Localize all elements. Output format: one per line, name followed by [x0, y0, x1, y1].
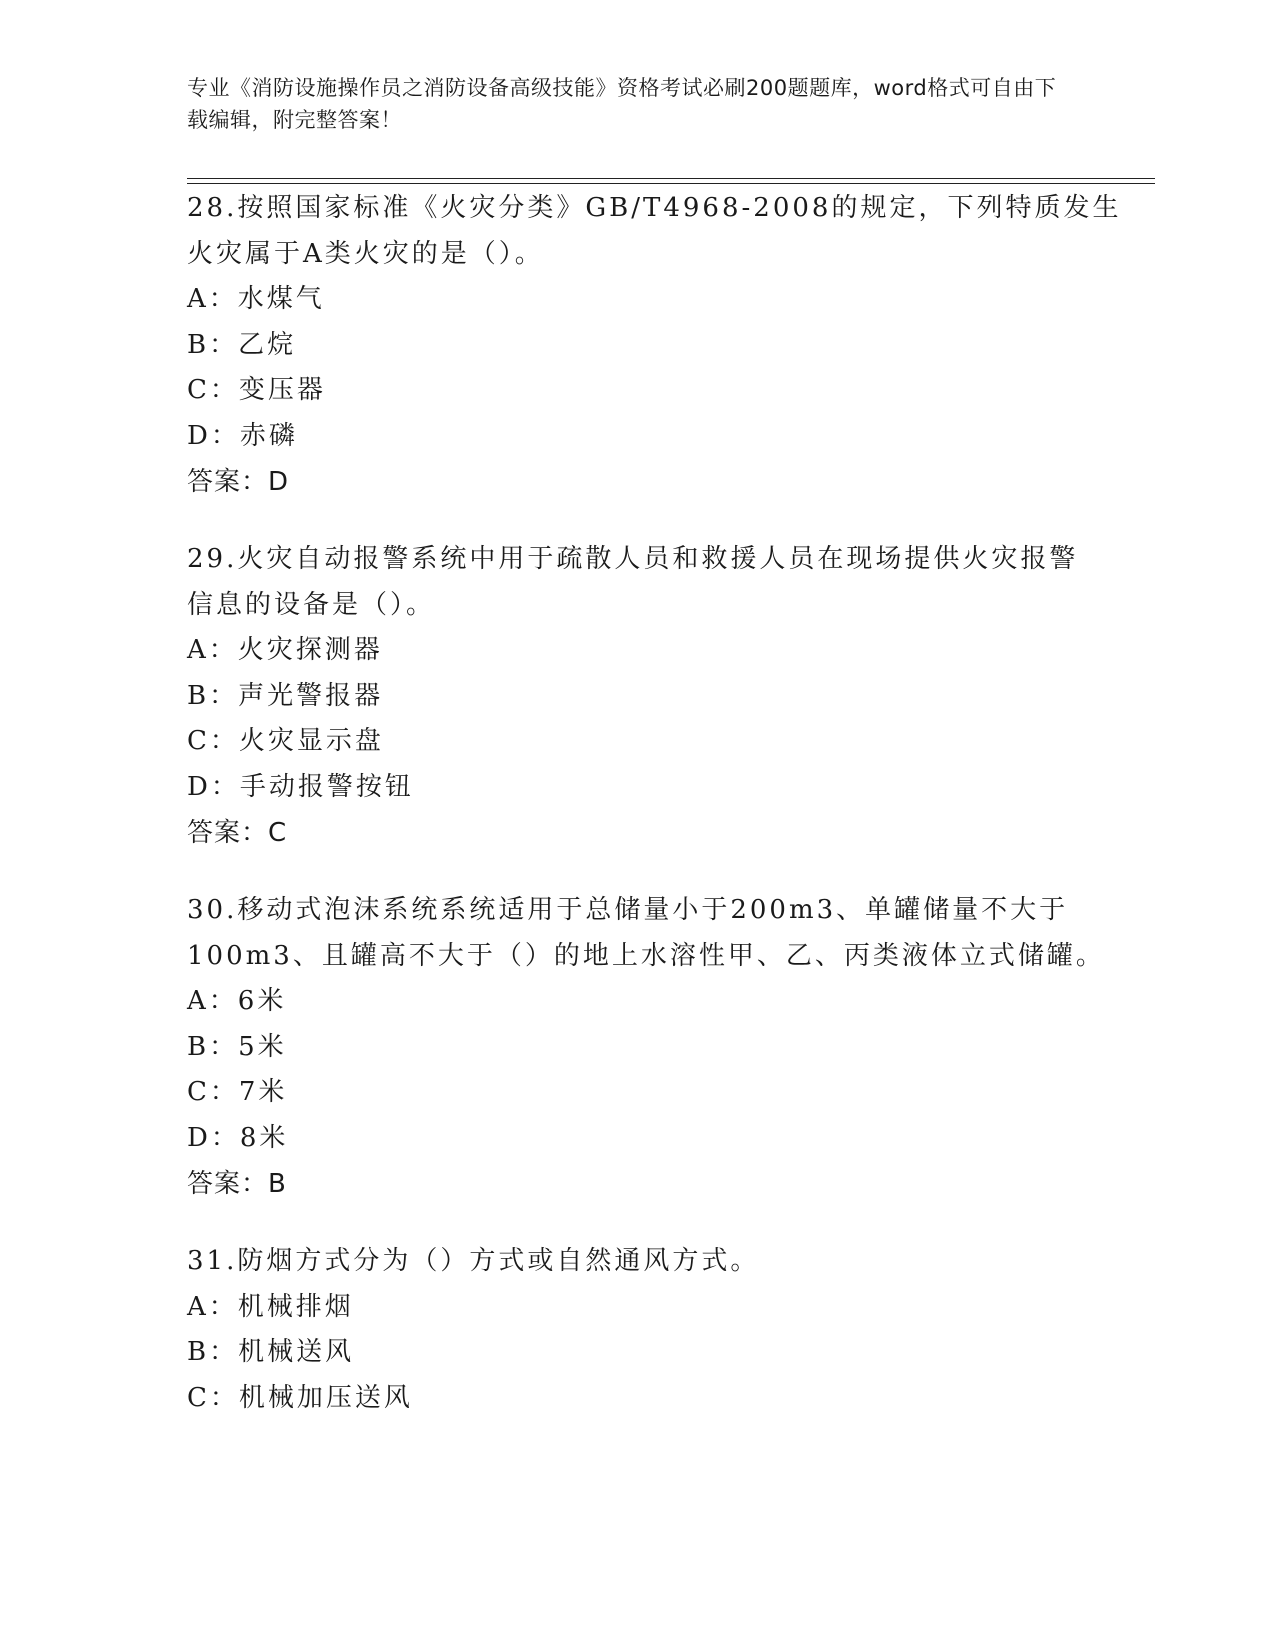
header-rule-top — [187, 178, 1155, 179]
option-b: B：声光警报器 — [187, 680, 384, 711]
question-29 — [187, 537, 1087, 856]
option-c: C：变压器 — [187, 375, 326, 405]
option-d: D：手动报警按钮 — [187, 771, 414, 802]
answer-line: 答案：B — [187, 1169, 287, 1199]
option-c: C：火灾显示盘 — [187, 726, 384, 756]
option-a: A：机械排烟 — [187, 1291, 354, 1322]
question-stem-line: 信息的设备是（）。 — [187, 589, 436, 620]
answer-line: 答案：D — [187, 467, 290, 497]
question-stem-line: 29.火灾自动报警系统中用于疏散人员和救援人员在现场提供火灾报警 — [187, 544, 1079, 574]
option-c: C：机械加压送风 — [187, 1382, 413, 1413]
option-d: D：赤磷 — [187, 420, 298, 451]
document-header: 专业《消防设施操作员之消防设备高级技能》资格考试必刷200题题库，word格式可自由下载编辑，附完整答案！ — [187, 76, 1057, 132]
answer-line: 答案：C — [187, 818, 288, 848]
option-a: A：水煤气 — [187, 284, 325, 314]
question-stem-line: 30.移动式泡沫系统系统适用于总储量小于200m3、单罐储量不大于 — [187, 895, 1069, 925]
question-stem-line: 31.防烟方式分为（）方式或自然通风方式。 — [187, 1246, 760, 1276]
question-stem-line: 100m3、且罐高不大于（）的地上水溶性甲、乙、丙类液体立式储罐。 — [187, 940, 1105, 971]
header-rule-bottom — [187, 183, 1155, 184]
option-b: B：乙烷 — [187, 329, 297, 360]
option-b: B：机械送风 — [187, 1337, 355, 1367]
option-b: B：5米 — [187, 1031, 287, 1062]
question-list — [187, 186, 1122, 1453]
question-31 — [187, 1239, 1087, 1421]
question-stem-line: 28.按照国家标准《火灾分类》GB/T4968-2008的规定，下列特质发生 — [187, 193, 1122, 223]
question-28 — [187, 186, 1122, 505]
option-a: A：火灾探测器 — [187, 635, 383, 665]
option-a: A：6米 — [187, 986, 287, 1016]
question-stem-line: 火灾属于A类火灾的是（）。 — [187, 238, 544, 269]
question-30 — [187, 888, 1105, 1207]
option-c: C：7米 — [187, 1077, 288, 1107]
option-d: D：8米 — [187, 1122, 289, 1153]
